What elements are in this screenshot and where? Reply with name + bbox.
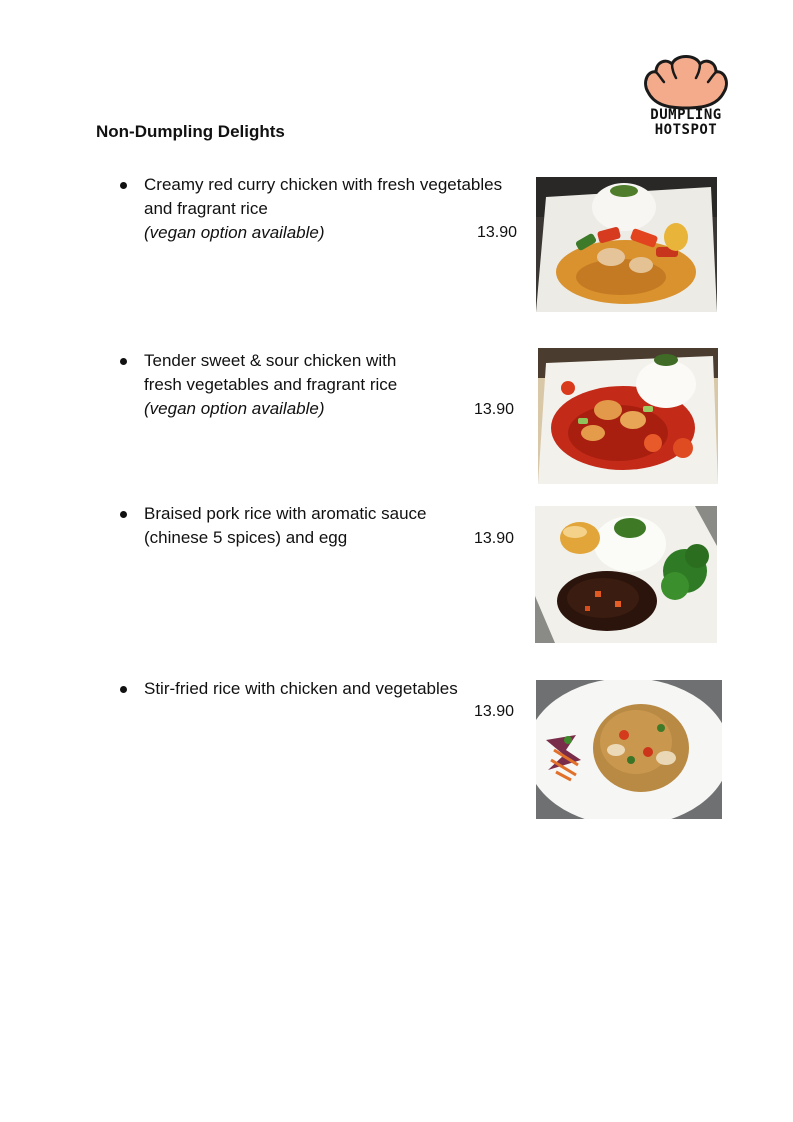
bullet-icon xyxy=(120,182,127,189)
menu-item-price: 13.90 xyxy=(474,401,515,418)
menu-item-name-line2: fresh vegetables and fragrant rice xyxy=(144,375,398,394)
brand-name-line2: HOTSPOT xyxy=(654,122,718,138)
menu-item-text xyxy=(144,677,458,701)
menu-item-name-line1: Tender sweet & sour chicken with xyxy=(144,351,397,370)
menu-item-price: 13.90 xyxy=(474,530,515,547)
sweet-sour-plate-photo xyxy=(538,348,718,484)
menu-item-note: (vegan option available) xyxy=(144,223,325,242)
braised-pork-plate-photo xyxy=(535,506,717,643)
bullet-icon xyxy=(120,511,127,518)
menu-item-price: 13.90 xyxy=(477,224,518,241)
brand-logo xyxy=(636,52,736,142)
bullet-icon xyxy=(120,358,127,365)
section-title: Non-Dumpling Delights xyxy=(96,122,285,141)
menu-item-price: 13.90 xyxy=(474,703,515,720)
dumpling-icon xyxy=(642,52,730,110)
menu-item-name-line2: (chinese 5 spices) and egg xyxy=(144,528,348,547)
menu-item-text xyxy=(144,173,502,245)
menu-item-name-line1: Creamy red curry chicken with fresh vegetables xyxy=(144,175,503,194)
menu-item-text xyxy=(144,502,427,550)
menu-item-note: (vegan option available) xyxy=(144,399,325,418)
menu-item-name-line1: Braised pork rice with aromatic sauce xyxy=(144,504,427,523)
menu-item-name-line2: and fragrant rice xyxy=(144,199,268,218)
bullet-icon xyxy=(120,686,127,693)
fried-rice-plate-photo xyxy=(536,680,722,819)
menu-item-name-line1: Stir-fried rice with chicken and vegetables xyxy=(144,679,458,698)
brand-name-line1: DUMPLING xyxy=(650,107,722,123)
menu-item-text xyxy=(144,349,397,421)
red-curry-plate-photo xyxy=(536,177,717,312)
